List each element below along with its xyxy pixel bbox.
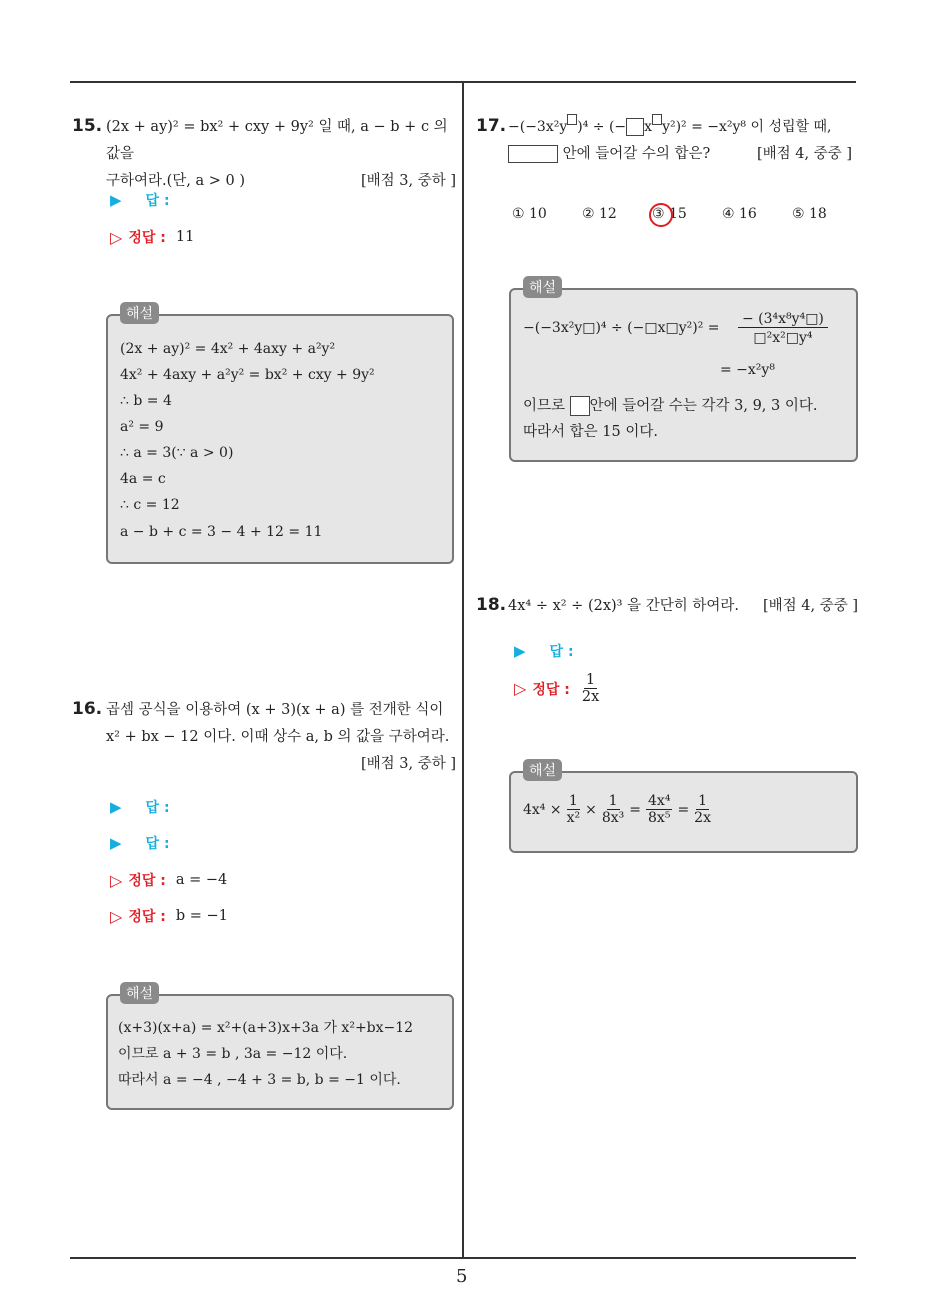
explain-15-line-3: a² = 9: [120, 419, 164, 435]
correct-row-18: [514, 672, 601, 705]
explain-16-line-2: 따라서 a = −4 , −4 + 3 = b, b = −1 이다.: [118, 1072, 401, 1088]
outline-arrow-icon: ▷: [514, 679, 527, 698]
play-arrow-icon: ▶: [110, 191, 122, 209]
question-17-line2: 안에 들어갈 수의 합은?: [562, 146, 711, 162]
fraction-denominator: 8x³: [601, 810, 625, 826]
play-arrow-icon: ▶: [110, 834, 122, 852]
question-16-line2: x² + bx − 12 이다. 이때 상수 a, b 의 값을 구하여라.: [106, 729, 450, 745]
fraction: [694, 793, 711, 826]
question-16-text: [106, 697, 456, 778]
question-18-text: [508, 593, 858, 620]
explain-18-expression: [523, 793, 713, 826]
fraction-denominator: 8x⁵: [648, 810, 671, 826]
fraction-denominator: x²: [566, 810, 581, 826]
explain-15-line-7: a − b + c = 3 − 4 + 12 = 11: [120, 524, 323, 540]
explain-16-line-0: (x+3)(x+a) = x²+(a+3)x+3a 가 x²+bx−12: [118, 1020, 414, 1036]
answer-row-15[interactable]: [110, 190, 170, 210]
correct-value-18: [582, 672, 599, 705]
correct-value-16b: b = −1: [175, 908, 228, 924]
explanation-tag-17: 해설: [523, 276, 562, 298]
blank-box: [567, 114, 577, 125]
explain-17-fraction: [738, 311, 828, 346]
term: 4x⁴ ×: [523, 801, 562, 818]
explain-16-line-1: 이므로 a + 3 = b , 3a = −12 이다.: [118, 1046, 348, 1062]
explanation-tag-16: 해설: [120, 982, 159, 1004]
question-16-score: [배점 3, 중하 ]: [360, 756, 456, 772]
answer-row-16b[interactable]: [110, 833, 170, 853]
answer-label: 답 :: [145, 836, 170, 852]
q17-expr-part1: −(−3x²y: [508, 119, 568, 135]
question-18-line: 4x⁴ ÷ x² ÷ (2x)³ 을 간단히 하여라.: [508, 598, 739, 614]
operator: ×: [585, 801, 597, 818]
outline-arrow-icon: ▷: [110, 870, 123, 890]
q17-expr-part2: )⁴ ÷ (−: [577, 119, 627, 135]
explain-17-lhs: −(−3x²y□)⁴ ÷ (−□x□y²)² =: [523, 320, 720, 336]
choice-1[interactable]: ① 10: [512, 206, 547, 222]
question-number-17: 17.: [476, 116, 507, 136]
question-18-score: [배점 4, 중중 ]: [762, 598, 858, 614]
choice-3[interactable]: ③ 15: [652, 206, 687, 222]
fraction: [567, 793, 581, 826]
explain-15-line-6: ∴ c = 12: [120, 497, 180, 513]
choice-2[interactable]: ② 12: [582, 206, 617, 222]
column-divider: [462, 82, 464, 1258]
correct-value-15: 11: [175, 229, 195, 245]
correct-value-16a: a = −4: [175, 872, 228, 888]
outline-arrow-icon: ▷: [110, 906, 123, 926]
explanation-tag-18: 해설: [523, 759, 562, 781]
play-arrow-icon: ▶: [110, 798, 122, 816]
explain-17-numerator: − (3⁴x⁸y⁴□): [738, 311, 828, 328]
fraction-denominator: 2x: [581, 689, 600, 705]
explain-17-line2-pre: 이므로: [523, 398, 566, 414]
fraction-denominator: 2x: [694, 810, 711, 826]
explain-17-line2: [523, 394, 817, 416]
question-number-16: 16.: [72, 699, 103, 719]
correct-label: 정답 :: [532, 681, 570, 698]
blank-box: [626, 118, 644, 136]
explain-17-line2-post: 안에 들어갈 수는 각각 3, 9, 3 이다.: [589, 398, 818, 414]
question-16-line1: 곱셈 공식을 이용하여 (x + 3)(x + a) 를 전개한 식이: [106, 702, 444, 718]
fraction-numerator: 1: [585, 672, 596, 688]
explain-15-line-1: 4x² + 4axy + a²y² = bx² + cxy + 9y²: [120, 367, 375, 383]
question-17-line2-row: [508, 141, 860, 168]
explain-17-result: = −x²y⁸: [720, 362, 775, 378]
explanation-tag-15: 해설: [120, 302, 159, 324]
correct-label: 정답 :: [128, 909, 166, 925]
question-15-line2: 구하여라.(단, a > 0 ): [106, 173, 246, 189]
play-arrow-icon: ▶: [514, 642, 526, 660]
answer-label: 답 :: [549, 644, 574, 660]
q17-expr-part3: x: [644, 119, 653, 135]
explain-15-line-5: 4a = c: [120, 471, 166, 487]
choice-5[interactable]: ⑤ 18: [792, 206, 827, 222]
correct-row-16a: [110, 870, 227, 890]
correct-label: 정답 :: [128, 230, 166, 246]
blank-box: [570, 396, 590, 416]
fraction-numerator: 4x⁴: [648, 793, 671, 809]
fraction-numerator: 1: [698, 793, 708, 809]
bottom-rule: [70, 1257, 856, 1259]
outline-arrow-icon: ▷: [110, 227, 123, 247]
correct-label: 정답 :: [128, 873, 166, 889]
selected-choice-circle-icon: [649, 203, 673, 227]
blank-box: [652, 114, 662, 125]
explain-17-line3: 따라서 합은 15 이다.: [523, 424, 658, 440]
operator: =: [677, 801, 690, 818]
explain-15-line-2: ∴ b = 4: [120, 393, 172, 409]
question-number-15: 15.: [72, 116, 103, 136]
answer-label: 답 :: [145, 800, 170, 816]
correct-row-16b: [110, 906, 228, 926]
answer-row-16a[interactable]: [110, 797, 170, 817]
question-15-score: [배점 3, 중하 ]: [360, 173, 456, 189]
question-17-score: [배점 4, 중중 ]: [756, 146, 852, 162]
fraction-numerator: 1: [568, 793, 578, 809]
choice-4[interactable]: ④ 16: [722, 206, 757, 222]
answer-row-18[interactable]: [514, 641, 574, 661]
correct-row-15: [110, 227, 194, 247]
fraction: [646, 793, 672, 826]
blank-box: [508, 145, 558, 163]
question-17-text: [508, 114, 860, 168]
answer-label: 답 :: [145, 193, 170, 209]
operator: =: [629, 801, 642, 818]
explain-15-line-4: ∴ a = 3(∵ a > 0): [120, 445, 234, 461]
fraction-numerator: 1: [608, 793, 618, 809]
question-17-line1: [508, 114, 860, 141]
explain-15-line-0: (2x + ay)² = 4x² + 4axy + a²y²: [120, 341, 336, 357]
fraction: [602, 793, 624, 826]
question-15-line1: (2x + ay)² = bx² + cxy + 9y² 일 때, a − b + c 의 값을: [106, 119, 448, 162]
question-number-18: 18.: [476, 595, 507, 615]
page-number: 5: [456, 1266, 468, 1287]
explain-17-denominator: □²x²□y⁴: [753, 330, 813, 346]
question-15-text: [106, 114, 456, 195]
q17-expr-part4: y²)² = −x²y⁸ 이 성립할 때,: [662, 119, 832, 135]
